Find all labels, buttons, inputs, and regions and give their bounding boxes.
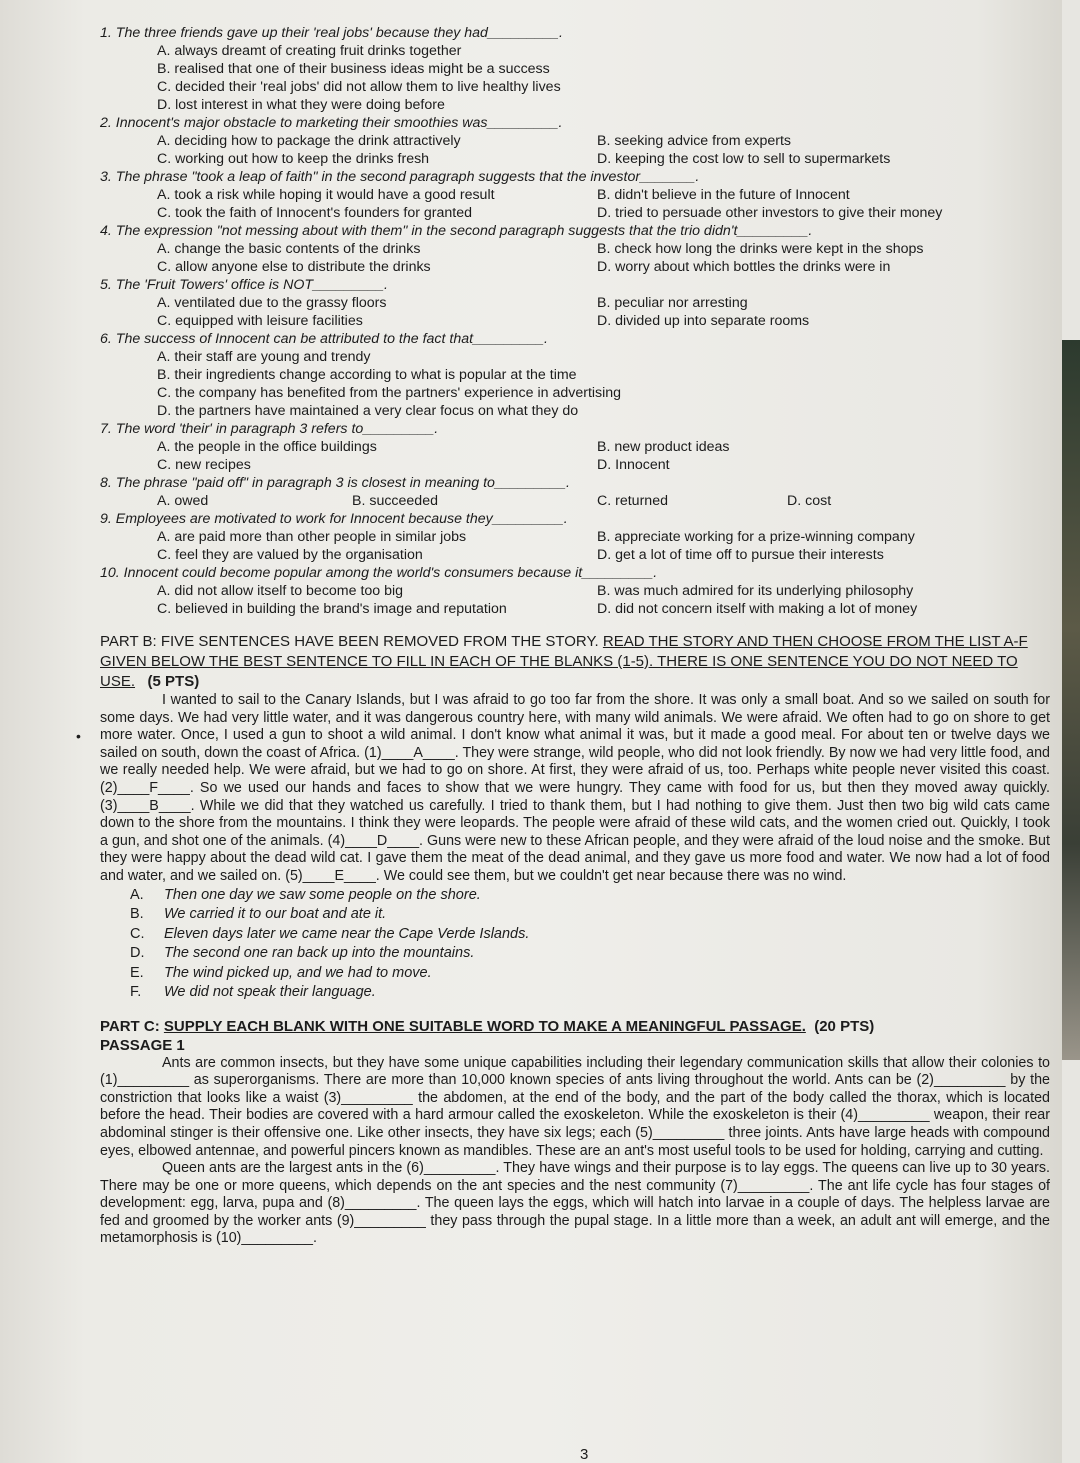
answer-option[interactable]: D. cost bbox=[787, 493, 832, 509]
answer-option[interactable]: D. Innocent bbox=[597, 457, 670, 473]
question-stem: 8. The phrase "paid off" in paragraph 3 is closest in meaning to_________. bbox=[100, 475, 570, 491]
question-5 bbox=[100, 276, 1050, 330]
question-stem: 10. Innocent could become popular among the world's consumers because it_________. bbox=[100, 565, 658, 581]
answer-option[interactable]: B. seeking advice from experts bbox=[597, 133, 791, 149]
passage-paragraph-1: Ants are common insects, but they have some unique capabilities including their legendary communication skills that allow their colonies to (1)_________ as superorganisms. There are more than 10,000 known species of ants living throughout the world. Ants can be (2)_________ by the constriction that looks like a waist (3)_________ the abdomen, at the end of the body, and the part of the body called the thorax, which is located before the head. Their bodies are covered with a hard armour called the exoskeleton. While the exoskeleton is their (4)_________ weapon, their rear abdominal stinger is their offensive one. Like other insects, they have six legs; each (5)_________ three joints. Ants have large heads with compound eyes, elbowed antennae, and powerful pincers known as mandibles. These are an ant's most useful tools to be used for holding, carrying and cutting. bbox=[100, 1054, 1050, 1159]
answer-option[interactable]: A. did not allow itself to become too big bbox=[157, 583, 404, 599]
answer-options bbox=[100, 492, 1050, 510]
answer-option[interactable]: B. appreciate working for a prize-winning company bbox=[597, 529, 915, 545]
answer-options bbox=[100, 294, 1050, 330]
answer-options bbox=[100, 132, 1050, 168]
answer-option[interactable]: A. change the basic contents of the drinks bbox=[157, 241, 421, 257]
part-a-questions bbox=[100, 24, 1050, 618]
answer-option[interactable]: D. get a lot of time off to pursue their interests bbox=[597, 547, 884, 563]
part-b-option[interactable] bbox=[130, 944, 1050, 964]
exam-page bbox=[100, 24, 1050, 1248]
answer-option[interactable]: A. deciding how to package the drink attractively bbox=[157, 133, 461, 149]
answer-option[interactable]: A. always dreamt of creating fruit drinks together bbox=[157, 43, 462, 59]
answer-option[interactable]: B. didn't believe in the future of Innocent bbox=[597, 187, 850, 203]
part-b-points: (5 PTS) bbox=[147, 673, 200, 690]
answer-option[interactable]: C. took the faith of Innocent's founders for granted bbox=[157, 205, 473, 221]
answer-option[interactable]: A. ventilated due to the grassy floors bbox=[157, 295, 387, 311]
answer-options bbox=[100, 528, 1050, 564]
part-b-option[interactable] bbox=[130, 983, 1050, 1003]
answer-option[interactable]: C. returned bbox=[597, 493, 668, 509]
option-key: F. bbox=[130, 984, 142, 1001]
answer-option[interactable]: C. feel they are valued by the organisation bbox=[157, 547, 423, 563]
passage-title: PASSAGE 1 bbox=[100, 1036, 185, 1054]
option-text: The wind picked up, and we had to move. bbox=[164, 964, 432, 981]
part-b-option[interactable] bbox=[130, 905, 1050, 925]
option-text: We carried it to our boat and ate it. bbox=[164, 906, 387, 923]
answer-options bbox=[100, 438, 1050, 474]
question-stem: 4. The expression "not messing about with them" in the second paragraph suggests that the trio didn't_________. bbox=[100, 223, 813, 239]
part-c-heading-prefix: PART C: bbox=[100, 1017, 164, 1035]
answer-options bbox=[100, 42, 1050, 114]
answer-options bbox=[100, 348, 1050, 420]
question-1 bbox=[100, 24, 1050, 114]
answer-option[interactable]: B. check how long the drinks were kept in the shops bbox=[597, 241, 924, 257]
question-stem: 6. The success of Innocent can be attributed to the fact that_________. bbox=[100, 331, 549, 347]
option-text: Eleven days later we came near the Cape Verde Islands. bbox=[164, 925, 530, 942]
answer-option[interactable]: C. the company has benefited from the partners' experience in advertising bbox=[157, 385, 622, 401]
answer-option[interactable]: A. owed bbox=[157, 493, 209, 509]
question-10 bbox=[100, 564, 1050, 618]
answer-option[interactable]: C. new recipes bbox=[157, 457, 251, 473]
answer-option[interactable]: B. was much admired for its underlying philosophy bbox=[597, 583, 914, 599]
part-b-option[interactable] bbox=[130, 886, 1050, 906]
question-7 bbox=[100, 420, 1050, 474]
answer-option[interactable]: D. divided up into separate rooms bbox=[597, 313, 810, 329]
answer-option[interactable]: B. realised that one of their business ideas might be a success bbox=[157, 61, 550, 77]
part-c-heading bbox=[100, 1017, 1050, 1037]
option-key: C. bbox=[130, 925, 145, 942]
answer-options bbox=[100, 240, 1050, 276]
answer-options bbox=[100, 186, 1050, 222]
option-key: D. bbox=[130, 945, 145, 962]
answer-option[interactable]: A. the people in the office buildings bbox=[157, 439, 377, 455]
bullet-mark: • bbox=[76, 728, 81, 744]
part-b-options bbox=[100, 886, 1050, 1003]
part-b-option[interactable] bbox=[130, 964, 1050, 984]
option-text: We did not speak their language. bbox=[164, 984, 376, 1001]
answer-option[interactable]: D. the partners have maintained a very clear focus on what they do bbox=[157, 403, 579, 419]
question-stem: 3. The phrase "took a leap of faith" in the second paragraph suggests that the investor_______. bbox=[100, 169, 700, 185]
question-8 bbox=[100, 474, 1050, 510]
answer-options bbox=[100, 582, 1050, 618]
question-3 bbox=[100, 168, 1050, 222]
answer-option[interactable]: C. believed in building the brand's image and reputation bbox=[157, 601, 507, 617]
question-6 bbox=[100, 330, 1050, 420]
answer-option[interactable]: C. working out how to keep the drinks fresh bbox=[157, 151, 430, 167]
answer-option[interactable]: C. allow anyone else to distribute the drinks bbox=[157, 259, 431, 275]
answer-option[interactable]: D. lost interest in what they were doing before bbox=[157, 97, 445, 113]
question-stem: 2. Innocent's major obstacle to marketing their smoothies was_________. bbox=[100, 115, 563, 131]
answer-option[interactable]: D. did not concern itself with making a lot of money bbox=[597, 601, 918, 617]
answer-option[interactable]: D. keeping the cost low to sell to supermarkets bbox=[597, 151, 891, 167]
part-c-points: (20 PTS) bbox=[814, 1017, 875, 1035]
part-b-heading-prefix: PART B: FIVE SENTENCES HAVE BEEN REMOVED FROM THE STORY. bbox=[100, 633, 603, 650]
answer-option[interactable]: D. tried to persuade other investors to give their money bbox=[597, 205, 943, 221]
answer-option[interactable]: B. their ingredients change according to what is popular at the time bbox=[157, 367, 577, 383]
part-c-heading-instructions: SUPPLY EACH BLANK WITH ONE SUITABLE WORD TO MAKE A MEANINGFUL PASSAGE. bbox=[163, 1017, 806, 1035]
option-key: A. bbox=[130, 886, 144, 903]
part-b-story: I wanted to sail to the Canary Islands, but I was afraid to go too far from the shore. It was only a small boat. And so we sailed on south for some days. We had very little water, and it was dangerous country here, with many wild animals. We were afraid. We often had to go on shore to get more water. Once, I used a gun to shoot a wild animal. I don't know what animal it was, but it made a good meal. For about ten or twelve days we sailed on south, down the coast of Africa. (1)____A____. They were strange, wild people, who did not look friendly. By now we had very little food, and we really needed help. We were afraid, but we had to go on shore. At first, they were afraid of us, too. Perhaps white people never visited this coast. (2)____F____. So we used our hands and faces to show that we were hungry. They came with food for us, but then they moved away quickly. (3)____B____. While we did that they watched us carefully. I tried to thank them, but I had nothing to give them. Just then two big wild cats came down to the shore from the mountains. I think they were leopards. The people were afraid of these wild cats, and the women cried out. Quickly, I took a gun, and shot one of the animals. (4)____D____. Guns were new to these African people, and they were afraid of the loud noise and the smoke. But they were happy about the dead wild cat. I gave them the meat of the dead animal, and they gave us more food and water. We now had a lot of food and water, and we sailed on. (5)____E____. We could see them, but we couldn't get near because there was no wind. bbox=[100, 692, 1050, 884]
answer-option[interactable]: D. worry about which bottles the drinks were in bbox=[597, 259, 891, 275]
question-stem: 1. The three friends gave up their 'real jobs' because they had_________. bbox=[100, 25, 563, 41]
option-key: E. bbox=[130, 964, 144, 981]
answer-option[interactable]: B. new product ideas bbox=[597, 439, 730, 455]
answer-option[interactable]: C. equipped with leisure facilities bbox=[157, 313, 363, 329]
question-stem: 7. The word 'their' in paragraph 3 refers to_________. bbox=[100, 421, 439, 437]
answer-option[interactable]: A. their staff are young and trendy bbox=[157, 349, 371, 365]
answer-option[interactable]: B. peculiar nor arresting bbox=[597, 295, 748, 311]
option-text: Then one day we saw some people on the shore. bbox=[164, 886, 481, 903]
background-edge bbox=[1062, 340, 1080, 1060]
answer-option[interactable]: A. took a risk while hoping it would have a good result bbox=[157, 187, 495, 203]
question-4 bbox=[100, 222, 1050, 276]
answer-option[interactable]: B. succeeded bbox=[352, 493, 438, 509]
question-stem: 9. Employees are motivated to work for Innocent because they_________. bbox=[100, 511, 568, 527]
question-stem: 5. The 'Fruit Towers' office is NOT_________. bbox=[100, 277, 388, 293]
option-key: B. bbox=[130, 906, 144, 923]
question-2 bbox=[100, 114, 1050, 168]
passage-paragraph-2: Queen ants are the largest ants in the (6)_________. They have wings and their purpose is to lay eggs. The queens can live up to 30 years. There may be one or more queens, which depends on the ant species and the nest community (7)_________. The ant life cycle has four stages of development: egg, larva, pupa and (8)_________. The queen lays the eggs, which will hatch into larvae in a couple of days. The helpless larvae are fed and groomed by the worker ants (9)_________ they pass through the pupal stage. In a little more than a week, an adult ant will emerge, and the metamorphosis is (10)_________. bbox=[100, 1160, 1050, 1247]
answer-option[interactable]: C. decided their 'real jobs' did not allow them to live healthy lives bbox=[157, 79, 561, 95]
part-b-option[interactable] bbox=[130, 925, 1050, 945]
part-b-heading bbox=[100, 632, 1050, 692]
option-text: The second one ran back up into the mountains. bbox=[164, 945, 475, 962]
answer-option[interactable]: A. are paid more than other people in similar jobs bbox=[157, 529, 467, 545]
question-9 bbox=[100, 510, 1050, 564]
part-b-heading-instructions: READ THE STORY AND THEN CHOOSE FROM THE LIST A-F GIVEN BELOW THE BEST SENTENCE TO FILL IN EACH OF THE BLANKS (1-5). THERE IS ONE SENTENCE YOU DO NOT NEED TO USE. bbox=[100, 633, 1028, 690]
page-number: 3 bbox=[580, 1446, 589, 1463]
